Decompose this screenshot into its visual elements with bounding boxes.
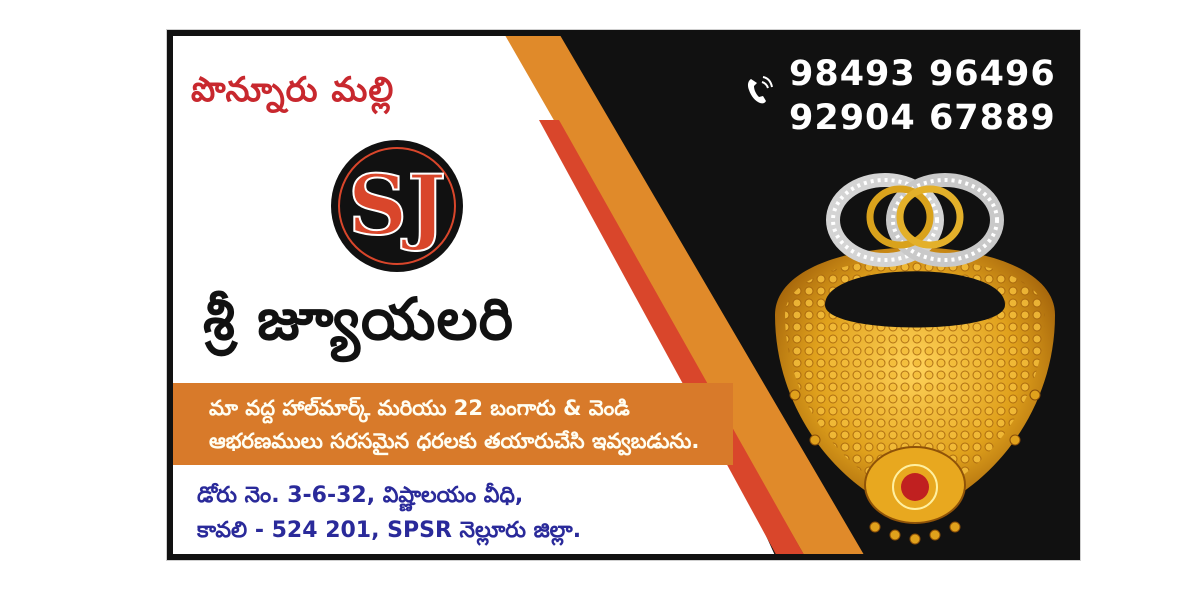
phone-numbers (789, 52, 1056, 140)
description-line-1: మా వద్ద హాల్‌మార్క్ మరియు 22 బంగారు & వెండి (209, 396, 630, 420)
sj-logo-icon (327, 136, 467, 276)
description-line-2: ఆభరణములు సరసమైన ధరలకు తయారుచేసి ఇవ్వబడును. (209, 429, 700, 453)
phone-number-1: 98493 96496 (789, 54, 1056, 94)
business-card (167, 30, 1080, 560)
gold-necklace-and-rings-image (755, 165, 1075, 555)
wedding-rings (833, 180, 997, 260)
tagline: పొన్నూరు మల్లి (191, 70, 395, 110)
address (197, 478, 581, 548)
description-text (173, 383, 733, 465)
brand-name: శ్రీ జ్యూయలరి (203, 285, 514, 353)
address-line-1: డోరు నెం. 3-6-32, విష్ణాలయం వీధి, (197, 483, 524, 508)
phone-number-2: 92904 67889 (789, 98, 1056, 138)
address-line-2: కావలి - 524 201, SPSR నెల్లూరు జిల్లా. (197, 518, 582, 543)
phone-icon (745, 75, 773, 107)
logo-letters: SJ (347, 158, 447, 254)
